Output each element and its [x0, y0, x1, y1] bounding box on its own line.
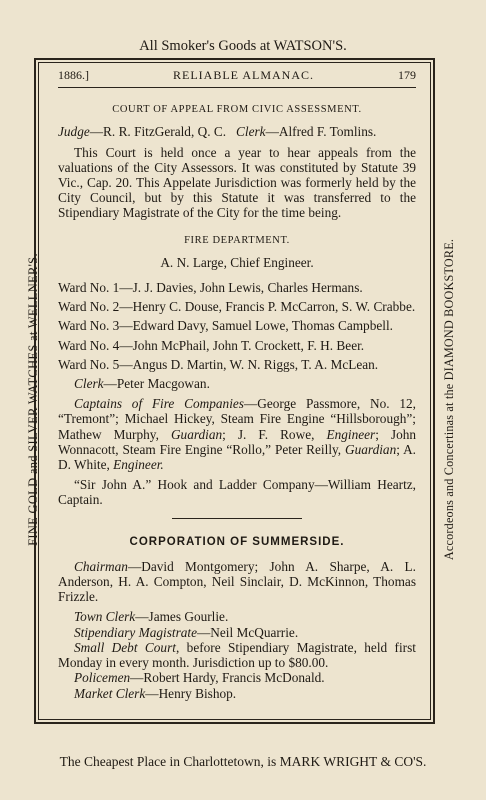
summerside-market-clerk [58, 686, 416, 701]
header-year: 1886.] [58, 68, 89, 82]
clerk-name: —Alfred F. Tomlins. [265, 124, 377, 140]
running-header [58, 68, 416, 88]
town-clerk-text: —James Gourlie. [135, 609, 229, 625]
market-clerk-label: Market Clerk [74, 685, 146, 701]
summerside-magistrate [58, 625, 416, 640]
top-advertisement: All Smoker's Goods at WATSON'S. [139, 38, 347, 54]
court-officers [58, 124, 416, 139]
ward-list [58, 280, 416, 372]
right-margin-advertisement [410, 238, 486, 560]
summerside-chairman [58, 559, 416, 605]
policemen-text: —Robert Hardy, Francis McDonald. [130, 670, 325, 686]
market-clerk-text: —Henry Bishop. [145, 685, 237, 701]
guardian-label: Guardian [345, 441, 397, 457]
ward-item: Ward No. 2—Henry C. Douse, Francis P. McCarron, S. W. Crabbe. [58, 299, 416, 315]
header-title: RELIABLE ALMANAC. [173, 68, 314, 82]
fire-clerk [58, 376, 416, 391]
hook-ladder-company: “Sir John A.” Hook and Ladder Company—William Heartz, Captain. [58, 477, 416, 508]
policemen-label: Policemen [74, 670, 131, 686]
fire-clerk-name: —Peter Macgowan. [103, 376, 210, 392]
fire-chief: A. N. Large, Chief Engineer. [160, 254, 314, 270]
left-margin-text: FINE GOLD and SILVER WATCHES at WELLNER'S. [25, 252, 40, 546]
captains-text: ; J. F. Rowe, [222, 426, 315, 442]
captains-label: Captains of Fire Companies [74, 396, 244, 412]
chairman-text: —David Montgomery; John A. Sharpe, A. L. Anderson, H. A. Compton, Neil Sinclair, D. McKinnon, Thomas Frizzle. [58, 558, 416, 605]
judge-name: —R. R. FitzGerald, Q. C. [89, 124, 227, 140]
fire-captains [58, 396, 416, 472]
ward-item: Ward No. 4—John McPhail, John T. Crockett, F. H. Beer. [58, 337, 365, 353]
summerside-heading: CORPORATION OF SUMMERSIDE. [129, 535, 345, 548]
captains-text: —George Passmore, No. 12, “Tremont”; Michael Hickey, Steam Fire Engine “Hillsborough”; Mathew Murphy, [58, 396, 416, 442]
section-divider [172, 518, 302, 519]
left-margin-advertisement [3, 252, 63, 546]
engineer-label: Engineer [326, 426, 376, 442]
summerside-debt-court [58, 640, 416, 670]
captains-text: ; A. D. White, [58, 441, 416, 473]
captains-text: ; John Wonnacott, Steam Fire Engine “Rollo,” Peter Reilly, [58, 426, 417, 457]
ward-item: Ward No. 3—Edward Davy, Samuel Lowe, Thomas Campbell. [58, 318, 393, 334]
page-content [58, 68, 416, 701]
right-margin-text: Accordeons and Concertinas at the DIAMOND BOOKSTORE. [442, 238, 457, 560]
magistrate-label: Stipendiary Magistrate [74, 624, 197, 640]
debt-court-label: Small Debt Court [74, 639, 176, 655]
magistrate-text: —Neil McQuarrie. [196, 624, 299, 640]
court-heading: COURT OF APPEAL FROM CIVIC ASSESSMENT. [112, 104, 362, 116]
judge-label: Judge [58, 124, 90, 140]
bottom-advertisement: The Cheapest Place in Charlottetown, is MARK WRIGHT & CO'S. [59, 754, 427, 769]
engineer-label: Engineer. [113, 457, 164, 473]
debt-court-text: , before Stipendiary Magistrate, held first Monday in every month. Jurisdiction up to $80.00. [58, 639, 416, 671]
summerside-policemen [58, 670, 416, 685]
summerside-town-clerk [58, 609, 416, 624]
guardian-label: Guardian [170, 426, 223, 442]
fire-clerk-label: Clerk [74, 376, 104, 392]
clerk-label: Clerk [236, 124, 266, 140]
fire-heading: FIRE DEPARTMENT. [184, 234, 290, 246]
chairman-label: Chairman [74, 558, 128, 574]
court-description: This Court is held once a year to hear appeals from the valuations of the City Assessors. It was constituted by Statute 39 Vic., Cap. 20. This Appelate Jurisdiction was formerly held by the City Council, but by this Statute it was transferred to the Stipendiary Magistrate of the City for the time being. [58, 144, 416, 221]
ward-item: Ward No. 1—J. J. Davies, John Lewis, Charles Hermans. [58, 280, 363, 296]
town-clerk-label: Town Clerk [74, 609, 136, 625]
ward-item: Ward No. 5—Angus D. Martin, W. N. Riggs, T. A. McLean. [58, 356, 379, 372]
page-number: 179 [398, 68, 416, 82]
